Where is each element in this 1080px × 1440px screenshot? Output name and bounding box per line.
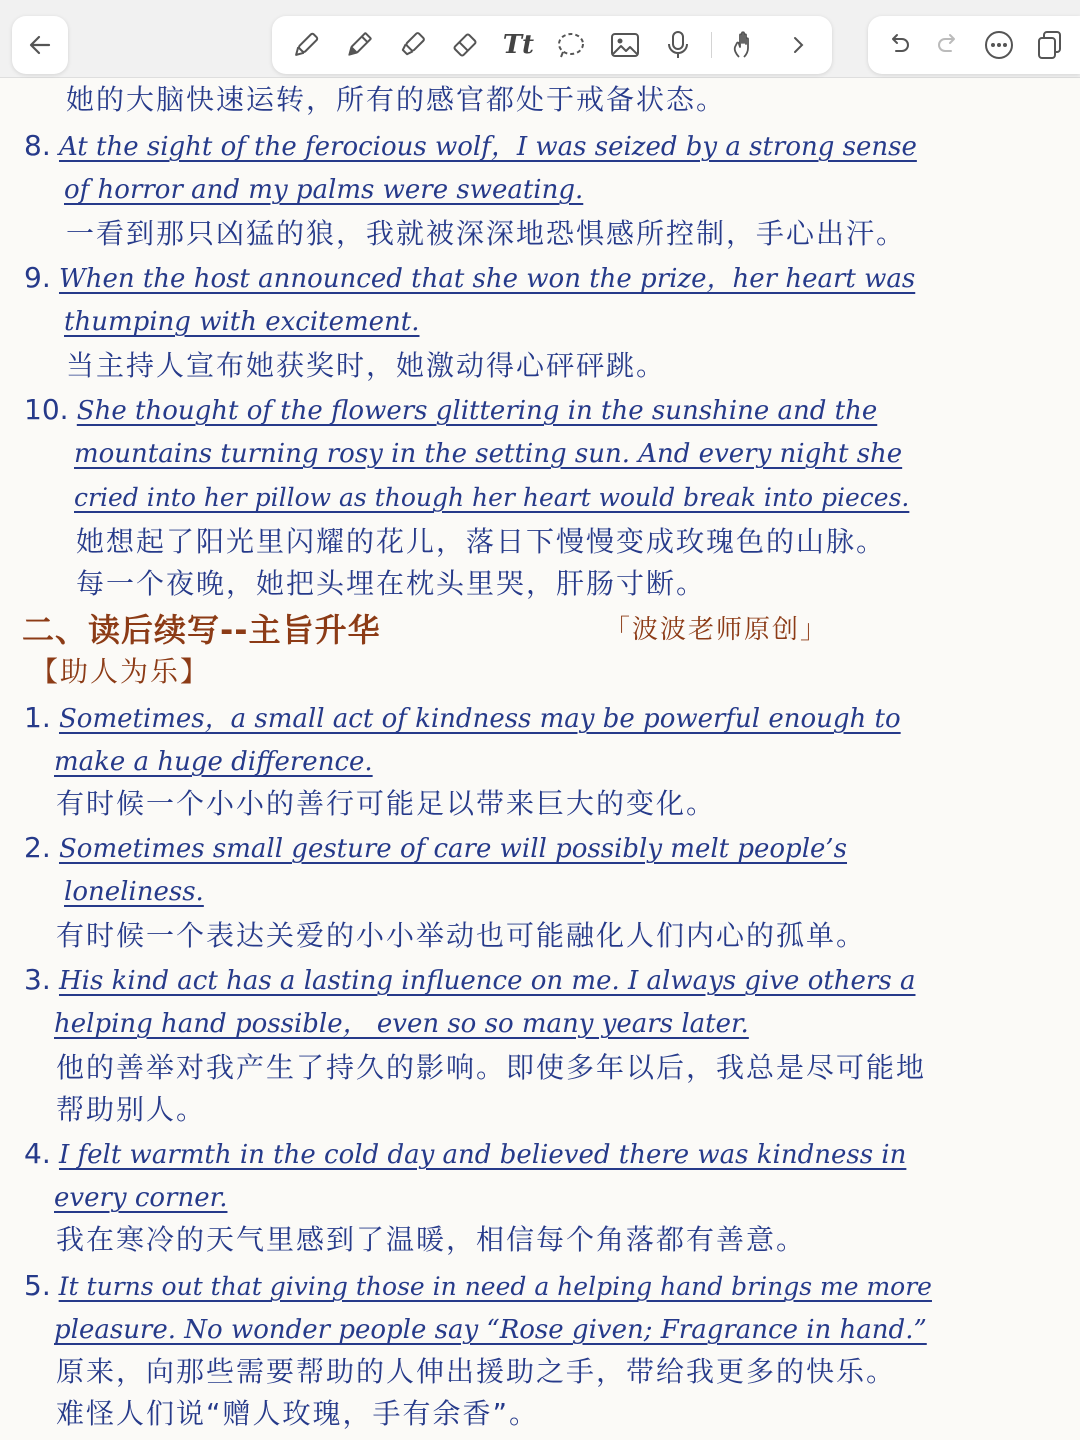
- english-sentence: His kind act has a lasting influence on me. I always give others a: [58, 966, 916, 996]
- chevron-right-icon[interactable]: [778, 25, 818, 65]
- item-number: 10.: [24, 393, 69, 426]
- right-actions: [868, 16, 1080, 74]
- chinese-translation: 一看到那只凶猛的狼，我就被深深地恐惧感所控制，手心出汗。: [66, 217, 907, 250]
- text-tool-icon[interactable]: [498, 25, 538, 65]
- english-sentence: loneliness.: [64, 877, 204, 907]
- list-item: [24, 1134, 906, 1174]
- english-sentence: I felt warmth in the cold day and believed there was kindness in: [58, 1140, 907, 1170]
- chinese-translation: 有时候一个小小的善行可能足以带来巨大的变化。: [56, 787, 717, 820]
- back-pill: [12, 16, 68, 74]
- english-sentence: It turns out that giving those in need a helping hand brings me more: [58, 1272, 932, 1301]
- redo-icon[interactable]: [929, 25, 969, 65]
- english-sentence: helping hand possible， even so so many years later.: [54, 1009, 749, 1039]
- item-number: 4.: [24, 1137, 51, 1170]
- pencil-icon[interactable]: [339, 25, 379, 65]
- item-number: 2.: [24, 831, 51, 864]
- item-number: 5.: [24, 1269, 51, 1302]
- chinese-translation: 难怪人们说“赠人玫瑰，手有余香”。: [56, 1397, 540, 1430]
- chinese-translation: 帮助别人。: [56, 1093, 207, 1126]
- list-item: [24, 698, 901, 738]
- list-item: [24, 126, 917, 166]
- pages-icon[interactable]: [1030, 25, 1070, 65]
- english-sentence: every corner.: [54, 1183, 228, 1213]
- pen-icon[interactable]: [286, 25, 326, 65]
- tool-palette: [272, 16, 832, 74]
- list-item: [24, 828, 847, 868]
- english-sentence: of horror and my palms were sweating.: [64, 175, 584, 205]
- chinese-translation: 他的善举对我产生了持久的影响。即使多年以后，我总是尽可能地: [56, 1051, 927, 1084]
- list-item: [24, 258, 915, 298]
- more-options-icon[interactable]: [979, 25, 1019, 65]
- lasso-icon[interactable]: [551, 25, 591, 65]
- note-canvas[interactable]: [0, 78, 1080, 1440]
- chinese-translation: 原来，向那些需要帮助的人伸出援助之手，带给我更多的快乐。: [56, 1355, 897, 1388]
- undo-icon[interactable]: [878, 25, 918, 65]
- list-item: [24, 390, 877, 430]
- english-sentence: Sometimes，a small act of kindness may be powerful enough to: [58, 704, 901, 734]
- english-sentence: make a huge difference.: [54, 747, 373, 777]
- list-item: [24, 960, 915, 1000]
- item-number: 3.: [24, 963, 51, 996]
- item-number: 9.: [24, 261, 51, 294]
- english-sentence: She thought of the flowers glittering in the sunshine and the: [76, 396, 878, 426]
- hand-gesture-icon[interactable]: [725, 25, 765, 65]
- back-arrow-icon[interactable]: [20, 25, 60, 65]
- text-tool-label: Tt: [502, 30, 535, 60]
- image-icon[interactable]: [605, 25, 645, 65]
- eraser-icon[interactable]: [445, 25, 485, 65]
- chinese-translation: 当主持人宣布她获奖时，她激动得心砰砰跳。: [66, 349, 667, 382]
- toolbar-divider: [711, 32, 712, 58]
- chinese-translation: 她的大脑快速运转，所有的感官都处于戒备状态。: [66, 83, 727, 116]
- english-sentence: pleasure. No wonder people say “Rose given; Fragrance in hand.”: [54, 1315, 927, 1345]
- top-toolbar: [0, 0, 1080, 78]
- chinese-translation: 有时候一个表达关爱的小小举动也可能融化人们内心的孤单。: [56, 919, 867, 952]
- highlighter-icon[interactable]: [392, 25, 432, 65]
- list-item: [24, 1266, 932, 1306]
- microphone-icon[interactable]: [658, 25, 698, 65]
- chinese-translation: 每一个夜晚，她把头埋在枕头里哭，肝肠寸断。: [76, 567, 707, 600]
- english-sentence: thumping with excitement.: [64, 307, 420, 337]
- english-sentence: When the host announced that she won the prize，her heart was: [58, 264, 916, 294]
- subheading: 【助人为乐】: [30, 655, 211, 688]
- item-number: 8.: [24, 129, 51, 162]
- author-tag: 「波波老师原创」: [604, 615, 829, 645]
- english-sentence: At the sight of the ferocious wolf，I was seized by a strong sense: [58, 132, 917, 162]
- item-number: 1.: [24, 701, 51, 734]
- english-sentence: mountains turning rosy in the setting sun. And every night she: [74, 439, 903, 469]
- section-heading: 二、读后续写--主旨升华: [22, 611, 381, 649]
- english-sentence: Sometimes small gesture of care will possibly melt people’s: [58, 834, 848, 864]
- chinese-translation: 她想起了阳光里闪耀的花儿，落日下慢慢变成玫瑰色的山脉。: [76, 525, 887, 558]
- chinese-translation: 我在寒冷的天气里感到了温暖，相信每个角落都有善意。: [56, 1223, 807, 1256]
- english-sentence: cried into her pillow as though her heart would break into pieces.: [74, 483, 910, 512]
